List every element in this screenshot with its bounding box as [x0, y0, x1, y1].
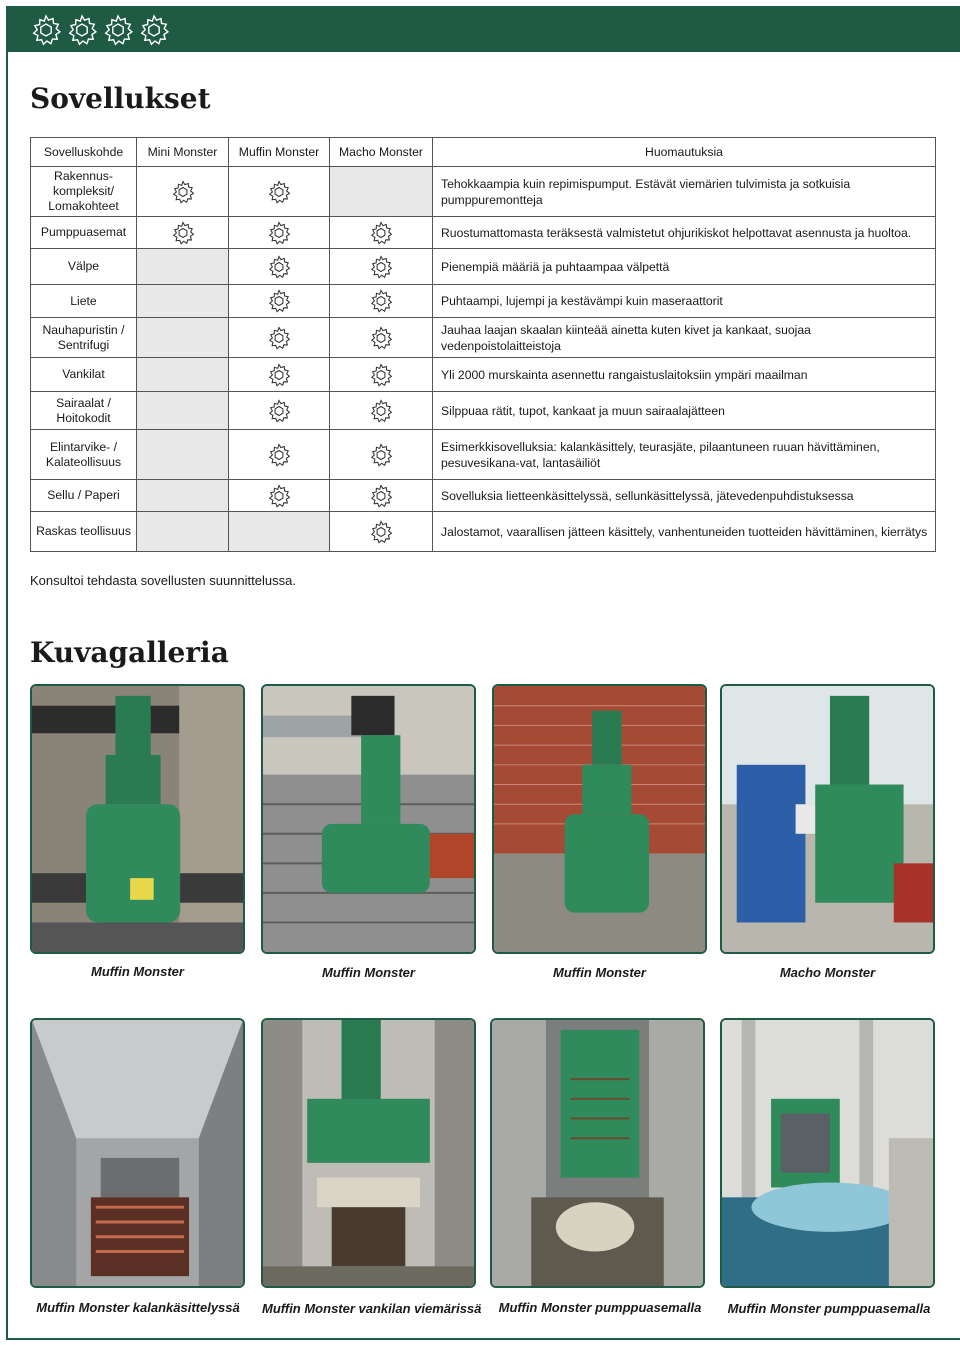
gear-icon: [369, 484, 393, 508]
suitability-cell: [137, 167, 229, 217]
application-cell: Liete: [31, 285, 137, 318]
gear-icon: [138, 14, 170, 46]
gallery-caption: Muffin Monster: [553, 965, 646, 980]
suitability-cell: [330, 318, 433, 358]
gallery-caption: Muffin Monster pumppuasemalla: [727, 1301, 931, 1316]
gallery-photo: [490, 1018, 705, 1288]
suitability-cell: [330, 217, 433, 249]
table-row: [31, 167, 936, 217]
note-cell: Pienempiä määriä ja puhtaampaa välpettä: [433, 249, 936, 285]
photo-muffin-monster-brick-wall: [494, 686, 705, 952]
gallery-caption: Macho Monster: [779, 965, 876, 980]
suitability-cell: [330, 512, 433, 552]
suitability-cell: [330, 285, 433, 318]
header-bar: [6, 6, 960, 52]
suitability-cell: [229, 285, 330, 318]
gear-icon: [267, 221, 291, 245]
table-row: [31, 249, 936, 285]
applications-table-body: [31, 167, 936, 552]
gear-icon: [267, 255, 291, 279]
gear-icon: [369, 399, 393, 423]
gallery-caption: Muffin Monster: [322, 965, 415, 980]
table-row: [31, 358, 936, 392]
suitability-cell: [229, 392, 330, 430]
application-cell: Pumppuasemat: [31, 217, 137, 249]
gear-icon: [66, 14, 98, 46]
gear-icon: [369, 221, 393, 245]
gallery-photo: [30, 684, 245, 954]
gallery-photo: [720, 1018, 935, 1288]
note-cell: Jauhaa laajan skaalan kiinteää ainetta kuten kivet ja kankaat, suojaa vedenpoistolaitteistoja: [433, 318, 936, 358]
gear-icon: [369, 520, 393, 544]
suitability-cell: [229, 430, 330, 480]
table-header-row: [31, 138, 936, 167]
gear-icon: [267, 363, 291, 387]
gallery-caption: Muffin Monster: [91, 964, 184, 979]
note-cell: Tehokkaampia kuin repimispumput. Estävät viemärien tulvimista ja sotkuisia pumppuremontteja: [433, 167, 936, 217]
gallery-photo: [261, 684, 476, 954]
note-cell: Esimerkkisovelluksia: kalankäsittely, teurasjäte, pilaantuneen ruuan hävittäminen, pesuvesikana-vat, lantasäiliöt: [433, 430, 936, 480]
table-row: [31, 217, 936, 249]
gear-icon: [267, 289, 291, 313]
page-title-applications: Sovellukset: [30, 82, 211, 115]
photo-channel-grinder: [263, 1020, 474, 1286]
gallery-caption: Muffin Monster vankilan viemärissä: [262, 1301, 482, 1316]
note-cell: Jalostamot, vaarallisen jätteen käsittely, vanhentuneiden tuotteiden hävittäminen, kierrätys: [433, 512, 936, 552]
table-row: [31, 480, 936, 512]
suitability-cell: [137, 512, 229, 552]
gear-icon: [369, 443, 393, 467]
suitability-cell: [137, 249, 229, 285]
suitability-cell: [137, 285, 229, 318]
photo-screen-channel-water: [492, 1020, 703, 1286]
suitability-cell: [229, 358, 330, 392]
application-cell: Rakennus-kompleksit/ Lomakohteet: [31, 167, 137, 217]
note-cell: Ruostumattomasta teräksestä valmistetut ohjurikiskot helpottavat asennusta ja huoltoa.: [433, 217, 936, 249]
gallery-photo: [720, 684, 935, 954]
suitability-cell: [229, 249, 330, 285]
column-header: Sovelluskohde: [31, 138, 137, 167]
gallery-photo: [30, 1018, 245, 1288]
gear-icon: [267, 326, 291, 350]
page-title-gallery: Kuvagalleria: [30, 636, 229, 669]
gear-icon: [267, 484, 291, 508]
suitability-cell: [229, 167, 330, 217]
gear-icon: [369, 255, 393, 279]
note-cell: Silppuaa rätit, tupot, kankaat ja muun sairaalajätteen: [433, 392, 936, 430]
photo-muffin-monster-pipe: [32, 686, 243, 952]
gear-icon: [267, 399, 291, 423]
application-cell: Sellu / Paperi: [31, 480, 137, 512]
application-cell: Elintarvike- / Kalateollisuus: [31, 430, 137, 480]
gear-icon: [369, 289, 393, 313]
application-cell: Välpe: [31, 249, 137, 285]
gear-icon: [171, 221, 195, 245]
suitability-cell: [137, 430, 229, 480]
application-cell: Sairaalat / Hoitokodit: [31, 392, 137, 430]
applications-table: [30, 137, 936, 552]
suitability-cell: [229, 480, 330, 512]
logo: [30, 14, 170, 46]
column-header: Mini Monster: [137, 138, 229, 167]
column-header: Muffin Monster: [229, 138, 330, 167]
column-header: Macho Monster: [330, 138, 433, 167]
photo-pump-station-tank: [722, 1020, 933, 1286]
gallery-caption: Muffin Monster pumppuasemalla: [498, 1300, 702, 1315]
suitability-cell: [330, 249, 433, 285]
suitability-cell: [137, 358, 229, 392]
gallery-photo: [492, 684, 707, 954]
gear-icon: [369, 363, 393, 387]
suitability-cell: [137, 217, 229, 249]
gear-icon: [267, 180, 291, 204]
table-row: [31, 430, 936, 480]
suitability-cell: [137, 480, 229, 512]
application-cell: Nauhapuristin / Sentrifugi: [31, 318, 137, 358]
suitability-cell: [137, 318, 229, 358]
gear-icon: [30, 14, 62, 46]
gear-icon: [171, 180, 195, 204]
suitability-cell: [330, 430, 433, 480]
suitability-cell: [137, 392, 229, 430]
table-row: [31, 512, 936, 552]
footnote: Konsultoi tehdasta sovellusten suunnittelussa.: [30, 573, 296, 588]
note-cell: Sovelluksia lietteenkäsittelyssä, sellunkäsittelyssä, jätevedenpuhdistuksessa: [433, 480, 936, 512]
suitability-cell: [330, 358, 433, 392]
table-row: [31, 392, 936, 430]
gallery-photo: [261, 1018, 476, 1288]
table-row: [31, 285, 936, 318]
table-row: [31, 318, 936, 358]
application-cell: Vankilat: [31, 358, 137, 392]
column-header: Huomautuksia: [433, 138, 936, 167]
application-cell: Raskas teollisuus: [31, 512, 137, 552]
gear-icon: [102, 14, 134, 46]
photo-muffin-monster-grating: [263, 686, 474, 952]
suitability-cell: [229, 318, 330, 358]
gear-icon: [369, 326, 393, 350]
gallery-caption: Muffin Monster kalankäsittelyssä: [36, 1300, 240, 1315]
gear-icon: [267, 443, 291, 467]
suitability-cell: [229, 217, 330, 249]
suitability-cell: [330, 167, 433, 217]
suitability-cell: [229, 512, 330, 552]
suitability-cell: [330, 392, 433, 430]
photo-steel-hopper: [32, 1020, 243, 1286]
note-cell: Puhtaampi, lujempi ja kestävämpi kuin maseraattorit: [433, 285, 936, 318]
note-cell: Yli 2000 murskainta asennettu rangaistuslaitoksiin ympäri maailman: [433, 358, 936, 392]
suitability-cell: [330, 480, 433, 512]
photo-macho-monster-outdoor: [722, 686, 933, 952]
